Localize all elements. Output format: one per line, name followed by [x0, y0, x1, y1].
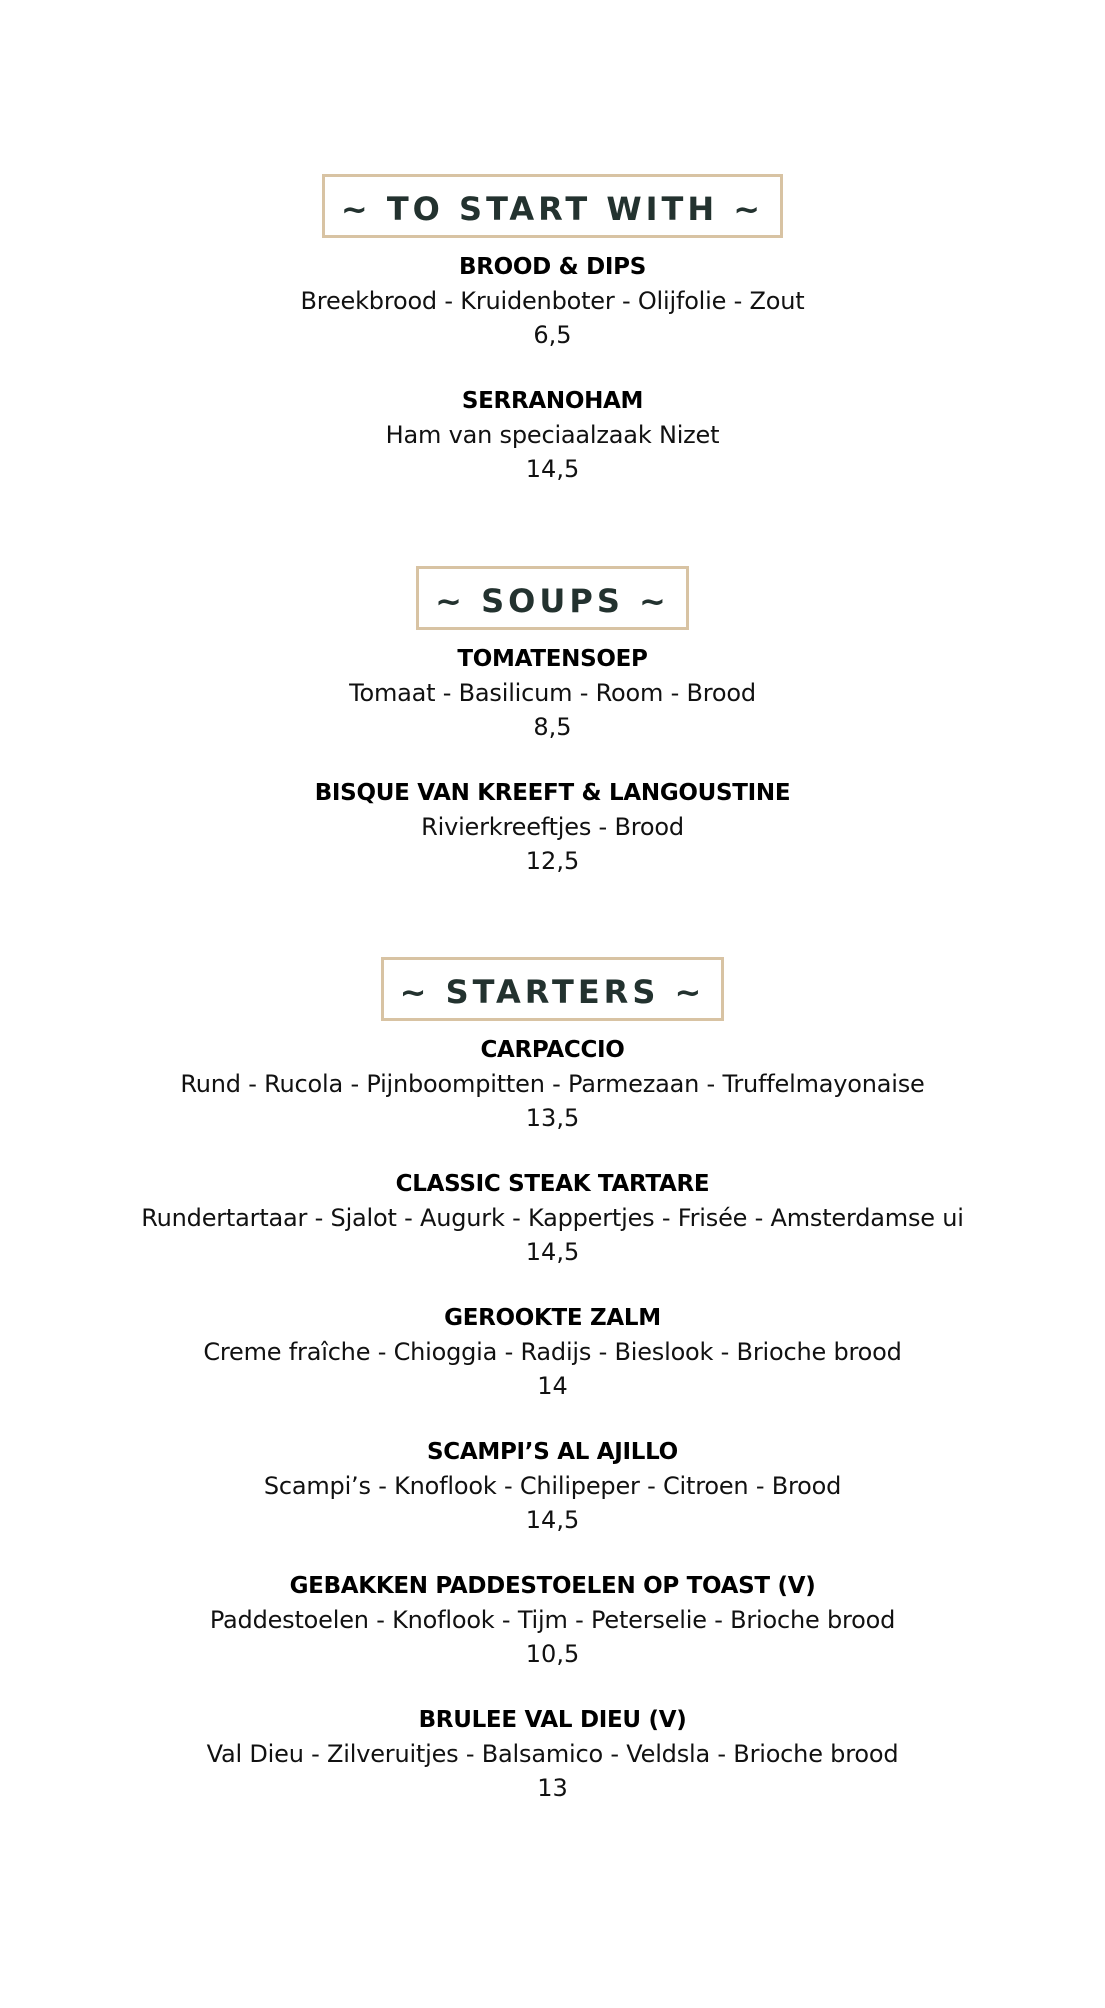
item-price: 14,5 [525, 1506, 580, 1534]
section-title: ~ STARTERS ~ [381, 957, 725, 1021]
item-name: BISQUE VAN KREEFT & LANGOUSTINE [314, 780, 791, 806]
item-description: Scampi’s - Knoflook - Chilipeper - Citroen - Brood [263, 1472, 842, 1500]
section-soups [0, 566, 1105, 878]
item-description: Val Dieu - Zilveruitjes - Balsamico - Veldsla - Brioche brood [206, 1740, 899, 1768]
menu-item [0, 642, 1105, 744]
item-description: Rundertartaar - Sjalot - Augurk - Kappertjes - Frisée - Amsterdamse ui [141, 1204, 964, 1232]
section-items [0, 250, 1105, 486]
item-description: Tomaat - Basilicum - Room - Brood [349, 679, 756, 707]
item-description: Creme fraîche - Chioggia - Radijs - Bieslook - Brioche brood [203, 1338, 902, 1366]
menu-item [0, 1435, 1105, 1537]
item-price: 13,5 [525, 1104, 580, 1132]
item-description: Ham van speciaalzaak Nizet [385, 421, 720, 449]
menu-item [0, 1167, 1105, 1269]
menu-item [0, 1703, 1105, 1805]
section-starters [0, 957, 1105, 1805]
item-name: CLASSIC STEAK TARTARE [395, 1171, 710, 1197]
section-items [0, 642, 1105, 878]
item-price: 14,5 [525, 1238, 580, 1266]
item-name: BRULEE VAL DIEU (V) [418, 1707, 687, 1733]
item-description: Breekbrood - Kruidenboter - Olijfolie - Zout [300, 287, 805, 315]
item-name: SERRANOHAM [461, 388, 644, 414]
section-items [0, 1033, 1105, 1805]
item-name: BROOD & DIPS [459, 254, 646, 280]
menu-item [0, 1301, 1105, 1403]
item-description: Rund - Rucola - Pijnboompitten - Parmezaan - Truffelmayonaise [180, 1070, 925, 1098]
item-name: TOMATENSOEP [457, 646, 648, 672]
item-price: 12,5 [525, 847, 580, 875]
menu-item [0, 1569, 1105, 1671]
item-price: 14 [537, 1372, 568, 1400]
item-price: 8,5 [533, 713, 572, 741]
menu-item [0, 1033, 1105, 1135]
item-price: 6,5 [533, 321, 572, 349]
item-name: GEROOKTE ZALM [444, 1305, 661, 1331]
section-to-start-with [0, 174, 1105, 486]
menu-item [0, 250, 1105, 352]
menu-item [0, 776, 1105, 878]
menu-item [0, 384, 1105, 486]
item-name: CARPACCIO [480, 1037, 625, 1063]
item-name: GEBAKKEN PADDESTOELEN OP TOAST (V) [289, 1573, 816, 1599]
item-price: 14,5 [525, 455, 580, 483]
item-price: 13 [537, 1774, 568, 1802]
section-title: ~ TO START WITH ~ [322, 174, 783, 238]
item-description: Paddestoelen - Knoflook - Tijm - Peterselie - Brioche brood [209, 1606, 896, 1634]
item-description: Rivierkreeftjes - Brood [421, 813, 684, 841]
item-price: 10,5 [525, 1640, 580, 1668]
item-name: SCAMPI’S AL AJILLO [427, 1439, 678, 1465]
section-title: ~ SOUPS ~ [416, 566, 689, 630]
